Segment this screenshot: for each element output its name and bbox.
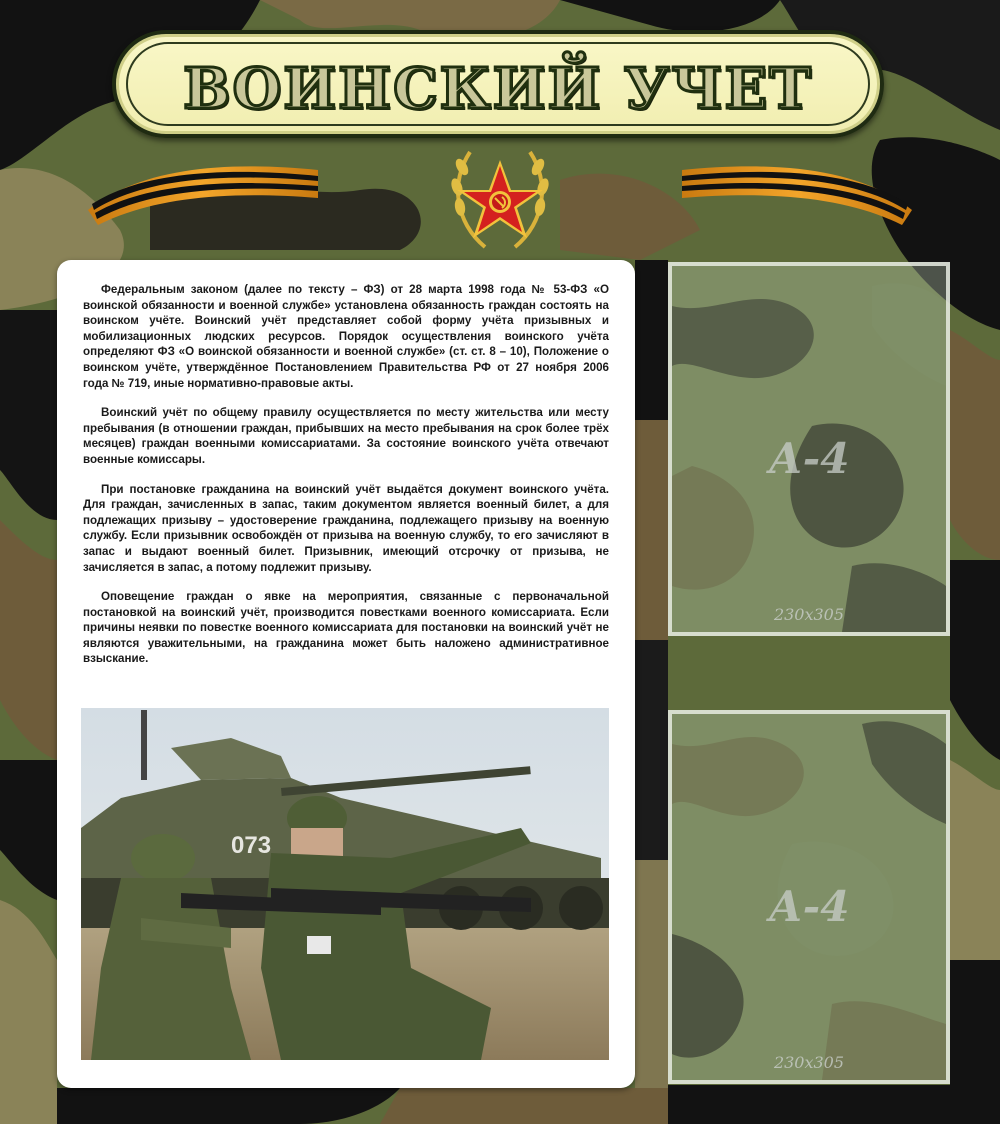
pocket-size-label: 230x305	[773, 1053, 845, 1072]
pocket-size-label: 230x305	[773, 605, 845, 624]
order-star-emblem	[430, 142, 570, 262]
document-pocket-1	[668, 262, 950, 636]
pocket-format-label: А-4	[768, 434, 850, 483]
paragraph-3: При постановке гражданина на воинский учёт выдаётся документ воинского учёта. Для граждан, зачисленных в запас, таким документом является военный билет, а для подлежащих призыву – удостоверение гражданина, подлежащего призыву на военную службу. Если призывник освобождён от призыва на военную службу, то его зачисляют в запас и выдают военный билет. Призывник, имеющий отсрочку от призыва, не зачисляется в запас, а потому подлежит призыву.	[83, 482, 609, 574]
paragraph-1: Федеральным законом (далее по тексту – ФЗ) от 28 марта 1998 года № 53-ФЗ «О воинской обязанности и военной службе» установлена обязанность граждан состоять на воинском учёте. Воинский учёт представляет собой форму учёта призывных и мобилизационных людских ресурсов. Порядок осуществления воинского учёта определяют ФЗ «О воинской обязанности и военной службе» (ст. ст. 8 – 10), Положение о воинском учёте, утверждённое Постановлением Правительства РФ от 27 ноября 2006 года № 719, иные нормативно-правовые акты.	[83, 283, 609, 390]
soldiers-photo	[81, 708, 609, 1060]
vehicle-number: 073	[231, 832, 272, 859]
title-banner	[112, 30, 884, 138]
st-george-ribbon-right	[672, 150, 922, 230]
st-george-ribbon-left	[78, 150, 328, 230]
document-pocket-2	[668, 710, 950, 1084]
paragraph-2: Воинский учёт по общему правилу осуществляется по месту жительства или месту пребывания (в отношении граждан, прибывших на место пребывания на срок более трёх месяцев) граждан военными комиссариатами. За состояние воинского учёта отвечают военные комиссары.	[83, 406, 609, 466]
paragraph-4: Оповещение граждан о явке на мероприятия, связанные с первоначальной постановкой на воинский учёт, производится повестками военного комиссариата. Если причины неявки по повестке военного комиссариата для постановки на воинский учёт не являются уважительными, на гражданина может быть наложено административное взыскание.	[83, 590, 609, 666]
pocket-format-label: А-4	[768, 882, 850, 931]
text-panel	[57, 260, 635, 1088]
page-title: ВОИНСКИЙ УЧЕТ	[183, 56, 813, 122]
article-text	[83, 282, 609, 681]
